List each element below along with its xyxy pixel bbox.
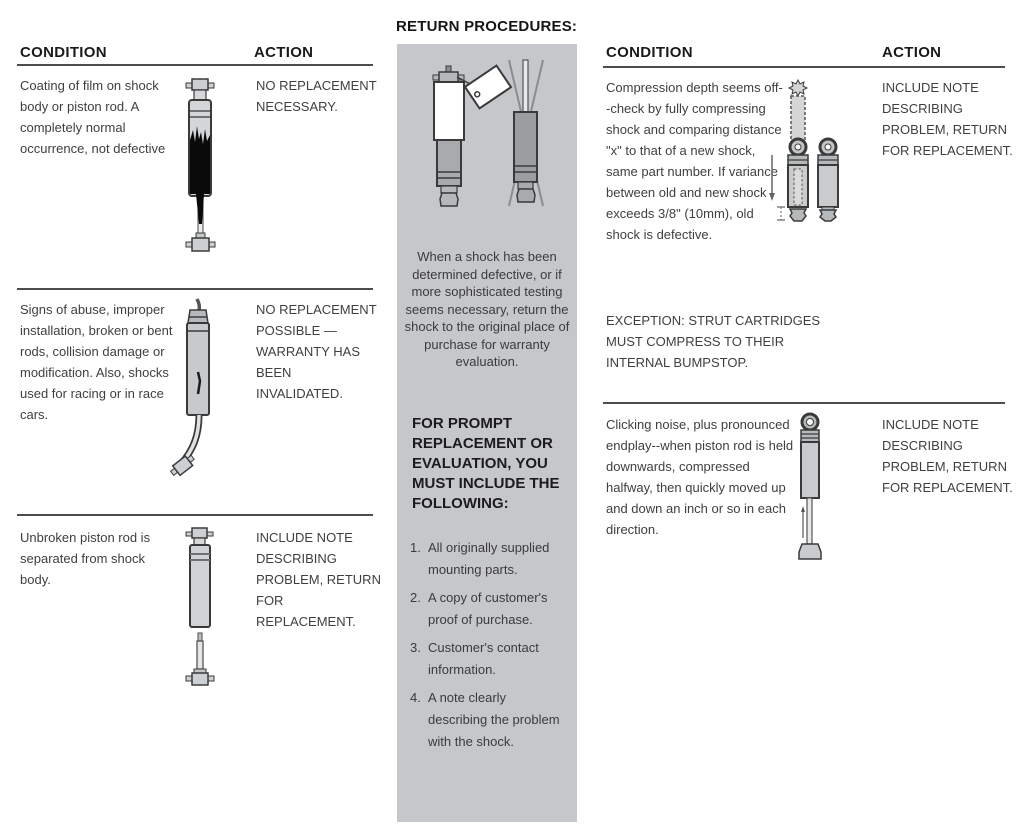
panel-paragraph: When a shock has been determined defective, or if more sophisticated testing seems necessary, return the shock to the original place of purchase for warranty evaluation. — [404, 249, 570, 369]
checklist-item-text: A note clearly describing the problem with the shock. — [428, 690, 560, 749]
right-row2-condition: Clicking noise, plus pronounced endplay--when piston rod is held downwards, compressed halfway, then quickly moved up and down an inch or so in each direction. — [606, 417, 794, 537]
compression-depth-comparison-icon — [766, 79, 848, 227]
checklist-item-number: 4. — [410, 690, 421, 705]
checklist-item — [410, 687, 568, 753]
tagged-shock-and-crossed-out-shock-icon — [412, 54, 562, 216]
checklist-item-text: Customer's contact information. — [428, 640, 539, 677]
right-action-header: ACTION — [882, 44, 942, 61]
left-row3-action: INCLUDE NOTE DESCRIBING PROBLEM, RETURN FOR REPLACEMENT. — [256, 530, 381, 629]
left-header-rule — [17, 64, 373, 66]
left-condition-header: CONDITION — [20, 44, 107, 61]
checklist-item-text: All originally supplied mounting parts. — [428, 540, 550, 577]
right-divider-1 — [603, 402, 1005, 404]
left-row3-condition: Unbroken piston rod is separated from shock body. — [20, 530, 151, 587]
left-row2-action: NO REPLACEMENT POSSIBLE — WARRANTY HAS BEEN INVALIDATED. — [256, 302, 377, 401]
checklist-item-number: 3. — [410, 640, 421, 655]
left-divider-1 — [17, 288, 373, 290]
right-row1-action: INCLUDE NOTE DESCRIBING PROBLEM, RETURN FOR REPLACEMENT. — [882, 80, 1013, 158]
left-row2-condition: Signs of abuse, improper installation, broken or bent rods, collision damage or modification. Also, shocks used for racing or in race cars. — [20, 302, 173, 422]
shock-endplay-test-icon — [788, 412, 832, 562]
checklist-item — [410, 587, 568, 631]
left-divider-2 — [17, 514, 373, 516]
checklist-item-number: 2. — [410, 590, 421, 605]
shock-separated-rod-icon — [172, 527, 228, 687]
left-row1-condition: Coating of film on shock body or piston rod. A completely normal occurrence, not defective — [20, 78, 166, 156]
right-condition-header: CONDITION — [606, 44, 693, 61]
right-row2-action: INCLUDE NOTE DESCRIBING PROBLEM, RETURN FOR REPLACEMENT. — [882, 417, 1013, 495]
right-row1-condition: Compression depth seems off--check by fully compressing shock and comparing distance "x" to that of a new shock, same part number. If variance between old and new shock exceeds 3/8" (10mm), old shock is defective. — [606, 80, 783, 242]
return-procedures-title: RETURN PROCEDURES: — [396, 18, 578, 35]
shock-bent-rod-icon — [166, 298, 230, 482]
checklist-item — [410, 637, 568, 681]
panel-return-checklist — [410, 537, 568, 759]
panel-heading: FOR PROMPT REPLACEMENT OR EVALUATION, YOU MUST INCLUDE THE FOLLOWING: — [412, 415, 560, 512]
left-action-header: ACTION — [254, 44, 314, 61]
checklist-item-number: 1. — [410, 540, 421, 555]
left-row1-action: NO REPLACEMENT NECESSARY. — [256, 78, 377, 114]
right-header-rule — [603, 66, 1005, 68]
checklist-item — [410, 537, 568, 581]
right-row1-exception: EXCEPTION: STRUT CARTRIDGES MUST COMPRESS TO THEIR INTERNAL BUMPSTOP. — [606, 313, 821, 370]
shock-oil-film-icon — [172, 76, 228, 256]
checklist-item-text: A copy of customer's proof of purchase. — [428, 590, 548, 627]
